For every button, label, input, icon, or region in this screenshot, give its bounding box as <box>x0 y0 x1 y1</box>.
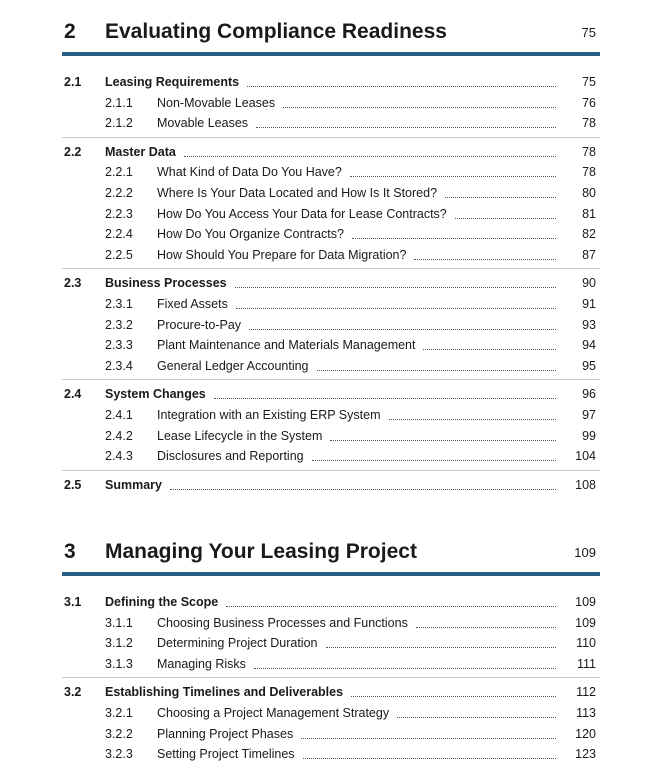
entry-title-text: Integration with an Existing ERP System <box>157 408 385 422</box>
entry-title-text: Disclosures and Reporting <box>157 449 308 463</box>
chapter-rule <box>62 572 600 576</box>
entry-number: 2.3.1 <box>105 296 133 311</box>
dot-leader <box>317 350 556 371</box>
entry-number: 3.1.2 <box>105 636 133 651</box>
chapter-number: 3 <box>64 540 76 563</box>
dot-leader <box>414 239 556 260</box>
entry-title-text: Planning Project Phases <box>157 727 297 741</box>
toc-section-block <box>62 471 600 499</box>
entry-page: 112 <box>576 685 596 700</box>
toc-subsection-row[interactable] <box>62 744 600 765</box>
entry-title <box>157 724 297 744</box>
toc-section-block <box>62 588 600 678</box>
entry-number: 3.1 <box>64 595 82 609</box>
entry-page: 76 <box>582 95 596 110</box>
entry-title <box>105 384 210 404</box>
chapter-heading[interactable] <box>62 20 600 54</box>
entry-number: 3.2.3 <box>105 747 133 762</box>
entry-number: 2.2.1 <box>105 165 133 180</box>
toc-subsection-row[interactable] <box>62 654 600 675</box>
entry-page: 81 <box>582 206 596 221</box>
dot-leader <box>423 329 556 350</box>
chapter-heading[interactable] <box>62 540 600 574</box>
section-list <box>62 588 600 768</box>
entry-page: 90 <box>582 276 596 291</box>
entry-number: 3.1.3 <box>105 656 133 671</box>
entry-title-text: Choosing a Project Management Strategy <box>157 706 393 720</box>
dot-leader <box>170 469 556 490</box>
entry-number: 2.3.2 <box>105 317 133 332</box>
entry-page: 113 <box>576 705 596 720</box>
chapter-rule <box>62 52 600 56</box>
toc-section-block <box>62 269 600 380</box>
entry-title-text: Master Data <box>105 145 180 159</box>
toc-section-block <box>62 68 600 138</box>
toc-section-block <box>62 678 600 767</box>
toc-subsection-row[interactable] <box>62 446 600 467</box>
entry-title <box>157 654 250 674</box>
entry-title-text: Establishing Timelines and Deliverables <box>105 685 347 699</box>
chapter-page: 109 <box>574 545 596 560</box>
entry-title-text: Leasing Requirements <box>105 75 243 89</box>
dot-leader <box>235 267 556 288</box>
entry-number: 3.1.1 <box>105 615 133 630</box>
chapter-number: 2 <box>64 20 76 43</box>
entry-page: 109 <box>575 615 596 630</box>
dot-leader <box>416 607 556 628</box>
dot-leader <box>397 697 556 718</box>
toc-subsection-row[interactable] <box>62 356 600 377</box>
entry-title-text: Where Is Your Data Located and How Is It Stored? <box>157 186 441 200</box>
entry-title-text: How Should You Prepare for Data Migration? <box>157 248 410 262</box>
dot-leader <box>352 218 556 239</box>
dot-leader <box>226 586 556 607</box>
entry-page: 95 <box>582 358 596 373</box>
entry-number: 2.4.2 <box>105 428 133 443</box>
entry-number: 2.1.1 <box>105 95 133 110</box>
dot-leader <box>445 177 556 198</box>
entry-title-text: How Do You Access Your Data for Lease Contracts? <box>157 207 451 221</box>
entry-number: 2.4 <box>64 387 82 402</box>
section-list <box>62 68 600 498</box>
toc-subsection-row[interactable] <box>62 113 600 134</box>
entry-title <box>157 245 410 265</box>
toc-section-block <box>62 380 600 470</box>
entry-title-text: How Do You Organize Contracts? <box>157 227 348 241</box>
entry-number: 2.2.5 <box>105 247 133 262</box>
entry-page: 75 <box>582 75 596 89</box>
chapter-title: Managing Your Leasing Project <box>105 540 417 563</box>
entry-number: 2.4.3 <box>105 449 133 464</box>
entry-number: 3.2.2 <box>105 726 133 741</box>
entry-number: 2.1.2 <box>105 116 133 131</box>
entry-title <box>105 273 231 293</box>
chapter-title: Evaluating Compliance Readiness <box>105 20 447 43</box>
entry-title-text: General Ledger Accounting <box>157 359 313 373</box>
entry-title-text: Summary <box>105 478 166 492</box>
dot-leader <box>247 66 556 87</box>
entry-page: 94 <box>582 338 596 353</box>
entry-title <box>105 475 166 495</box>
entry-title-text: Non-Movable Leases <box>157 96 279 110</box>
dot-leader <box>283 87 556 108</box>
dot-leader <box>214 378 556 399</box>
entry-title <box>157 744 299 764</box>
entry-title <box>105 682 347 702</box>
chapter-page: 75 <box>581 25 596 40</box>
toc-section-row[interactable] <box>62 475 600 496</box>
entry-title-text: Setting Project Timelines <box>157 747 299 761</box>
entry-page: 80 <box>582 185 596 200</box>
entry-title-text: Lease Lifecycle in the System <box>157 429 326 443</box>
toc-section-block <box>62 138 600 270</box>
entry-title-text: Determining Project Duration <box>157 636 322 650</box>
entry-title <box>157 294 232 314</box>
dot-leader <box>326 627 556 648</box>
dot-leader <box>350 156 556 177</box>
entry-title-text: System Changes <box>105 387 210 401</box>
dot-leader <box>236 288 556 309</box>
entry-number: 2.2.4 <box>105 227 133 242</box>
dot-leader <box>330 420 556 441</box>
entry-number: 2.4.1 <box>105 407 133 422</box>
chapter-2 <box>62 20 600 498</box>
entry-title <box>157 315 245 335</box>
entry-title <box>157 224 348 244</box>
entry-number: 3.2.1 <box>105 705 133 720</box>
chapter-3 <box>62 540 600 768</box>
entry-page: 120 <box>575 726 596 741</box>
entry-title-text: What Kind of Data Do You Have? <box>157 165 346 179</box>
entry-title-text: Choosing Business Processes and Functions <box>157 616 412 630</box>
entry-title-text: Defining the Scope <box>105 595 222 609</box>
entry-page: 78 <box>582 116 596 131</box>
entry-title <box>157 446 308 466</box>
entry-title-text: Business Processes <box>105 276 231 290</box>
entry-page: 110 <box>576 636 596 651</box>
entry-page: 104 <box>575 449 596 464</box>
entry-title <box>157 356 313 376</box>
entry-number: 2.5 <box>64 477 82 492</box>
entry-title <box>157 426 326 446</box>
dot-leader <box>389 399 556 420</box>
entry-number: 3.2 <box>64 685 82 700</box>
entry-title-text: Plant Maintenance and Materials Management <box>157 338 419 352</box>
entry-title <box>105 142 180 162</box>
entry-number: 2.1 <box>64 75 82 89</box>
entry-page: 91 <box>582 296 596 311</box>
dot-leader <box>184 136 556 157</box>
entry-page: 93 <box>582 317 596 332</box>
entry-page: 123 <box>575 747 596 762</box>
entry-page: 111 <box>576 656 596 671</box>
dot-leader <box>351 676 556 697</box>
entry-title <box>105 592 222 612</box>
entry-number: 2.3.3 <box>105 338 133 353</box>
entry-page: 82 <box>582 227 596 242</box>
dot-leader <box>254 648 556 669</box>
entry-number: 2.2.2 <box>105 185 133 200</box>
entry-page: 87 <box>582 247 596 262</box>
dot-leader <box>455 198 556 219</box>
entry-page: 96 <box>582 387 596 402</box>
dot-leader <box>303 738 556 759</box>
dot-leader <box>301 718 556 739</box>
entry-page: 109 <box>575 595 596 609</box>
toc-subsection-row[interactable] <box>62 245 600 266</box>
dot-leader <box>312 440 556 461</box>
entry-title <box>157 183 441 203</box>
entry-title-text: Movable Leases <box>157 116 252 130</box>
dot-leader <box>256 107 556 128</box>
entry-title <box>105 72 243 92</box>
entry-title <box>157 162 346 182</box>
entry-title <box>157 113 252 133</box>
entry-number: 2.2.3 <box>105 206 133 221</box>
entry-number: 2.3.4 <box>105 358 133 373</box>
entry-page: 99 <box>582 428 596 443</box>
entry-number: 2.3 <box>64 276 82 291</box>
entry-title-text: Managing Risks <box>157 657 250 671</box>
dot-leader <box>249 309 556 330</box>
entry-title-text: Fixed Assets <box>157 297 232 311</box>
entry-page: 97 <box>582 407 596 422</box>
entry-title-text: Procure-to-Pay <box>157 318 245 332</box>
entry-page: 108 <box>575 477 596 492</box>
entry-page: 78 <box>582 165 596 180</box>
entry-number: 2.2 <box>64 144 82 159</box>
entry-page: 78 <box>582 144 596 159</box>
